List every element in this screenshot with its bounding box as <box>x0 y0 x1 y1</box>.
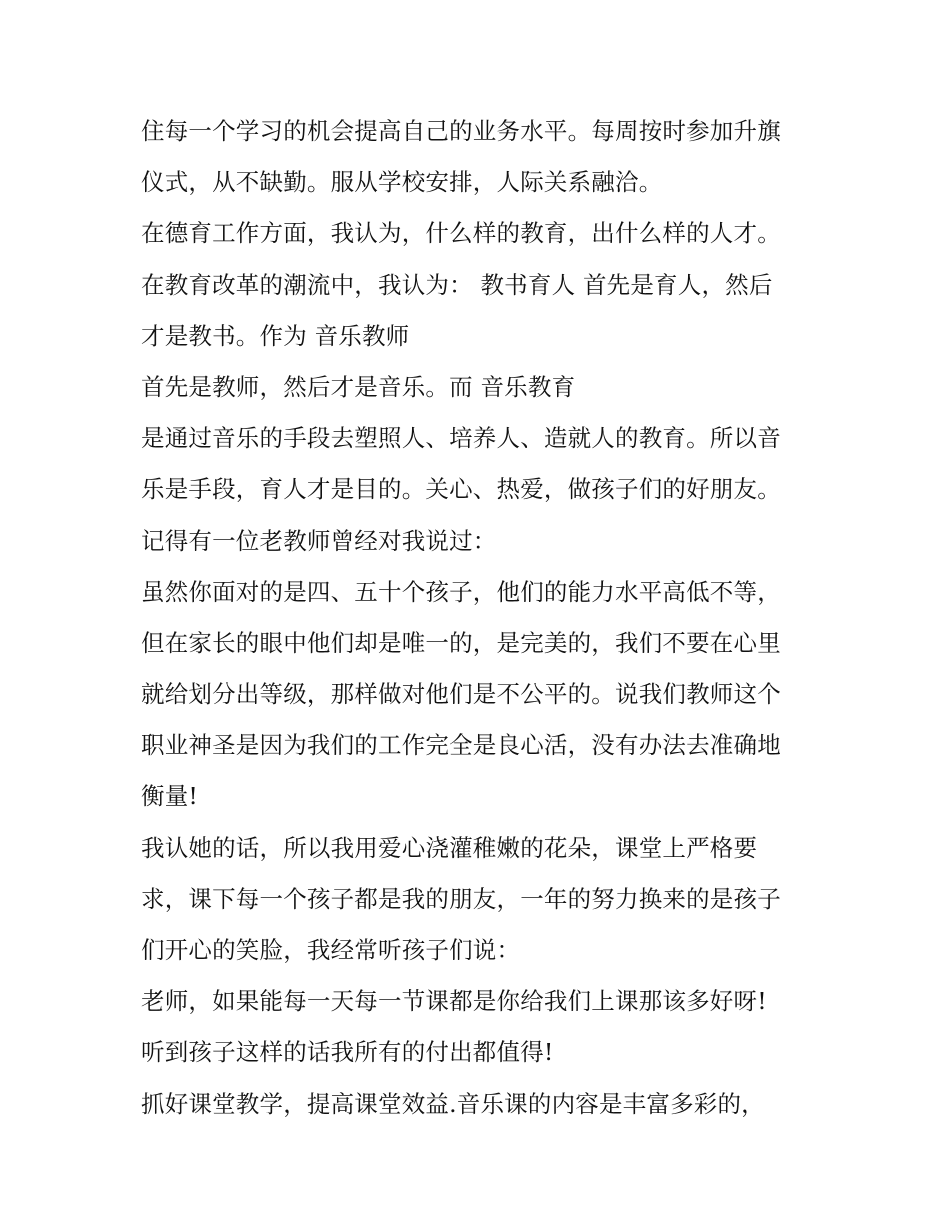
text-line-16: 求，课下每一个孩子都是我的朋友，一年的努力换来的是孩子 <box>141 884 781 913</box>
text-line-5: 才是教书。作为 音乐教师 <box>141 321 410 350</box>
text-line-13: 职业神圣是因为我们的工作完全是良心活，没有办法去准确地 <box>141 731 781 760</box>
text-line-12: 就给划分出等级，那样做对他们是不公平的。说我们教师这个 <box>141 680 781 709</box>
document-body <box>141 106 841 1130</box>
text-line-15: 我认她的话，所以我用爱心浇灌稚嫩的花朵，课堂上严格要 <box>141 833 758 862</box>
text-line-7: 是通过音乐的手段去塑照人、培养人、造就人的教育。所以音 <box>141 424 781 453</box>
text-line-18: 老师，如果能每一天每一节课都是你给我们上课那该多好呀! <box>141 987 767 1016</box>
text-line-11: 但在家长的眼中他们却是唯一的，是完美的，我们不要在心里 <box>141 628 781 657</box>
text-line-4: 在教育改革的潮流中，我认为： 教书育人 首先是育人，然后 <box>141 270 773 299</box>
text-line-17: 们开心的笑脸，我经常听孩子们说： <box>141 936 521 964</box>
text-line-14: 衡量! <box>141 782 199 811</box>
text-line-6: 首先是教师，然后才是音乐。而 音乐教育 <box>141 372 576 401</box>
text-line-9: 记得有一位老教师曾经对我说过： <box>141 526 497 555</box>
text-line-10: 虽然你面对的是四、五十个孩子，他们的能力水平高低不等， <box>141 577 781 606</box>
text-line-19: 听到孩子这样的话我所有的付出都值得! <box>141 1038 554 1067</box>
text-line-2: 仪式，从不缺勤。服从学校安排，人际关系融洽。 <box>141 168 663 197</box>
text-line-1: 住每一个学习的机会提高自己的业务水平。每周按时参加升旗 <box>141 117 781 145</box>
text-line-20: 抓好课堂教学，提高课堂效益.音乐课的内容是丰富多彩的， <box>141 1089 765 1118</box>
text-line-3: 在德育工作方面，我认为，什么样的教育，出什么样的人才。 <box>141 219 781 248</box>
text-line-8: 乐是手段，育人才是目的。关心、热爱，做孩子们的好朋友。 <box>141 475 781 504</box>
